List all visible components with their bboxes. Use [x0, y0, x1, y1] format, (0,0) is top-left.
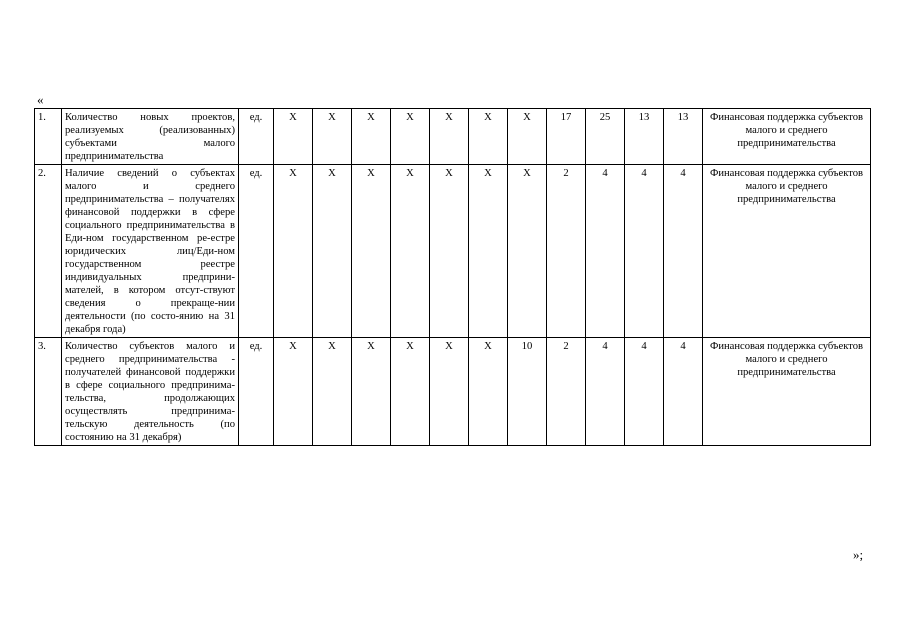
value-cell: Х: [313, 338, 352, 446]
value-cell: 10: [508, 338, 547, 446]
indicator-description: Наличие сведений о субъектах малого и среднего предпринимательства – получателях финансовой поддержки в сфере социального предпринимательства в Еди-ном государственном ре-естре юридических лиц/Еди-ном государственном реестре индивидуальных предприни-мателей, в котором отсут-ствуют сведения о прекраще-нии деятельности (по состо-янию на 31 декабря года): [62, 165, 239, 338]
indicator-description: Количество новых проектов, реализуемых (реализованных) субъектами малого предпринимательства: [62, 109, 239, 165]
table-row: [35, 338, 871, 446]
source-cell: Финансовая поддержка субъектов малого и среднего предпринимательства: [703, 109, 871, 165]
value-cell: Х: [274, 338, 313, 446]
value-cell: Х: [508, 165, 547, 338]
table-row: [35, 165, 871, 338]
unit-cell: ед.: [239, 338, 274, 446]
value-cell: Х: [469, 165, 508, 338]
value-cell: 25: [586, 109, 625, 165]
value-cell: 4: [586, 338, 625, 446]
value-cell: 2: [547, 165, 586, 338]
value-cell: 13: [664, 109, 703, 165]
opening-quote: «: [37, 92, 44, 107]
value-cell: 4: [625, 338, 664, 446]
value-cell: Х: [313, 109, 352, 165]
row-number: 1.: [35, 109, 62, 165]
value-cell: Х: [352, 338, 391, 446]
indicator-description: Количество субъектов малого и среднего предпринимательства - получателей финансовой поддержки в сфере социального предпринима-тельства, продолжающих осуществлять предпринима-тельскую деятельность (по состоянию на 31 декабря): [62, 338, 239, 446]
unit-cell: ед.: [239, 109, 274, 165]
value-cell: Х: [430, 338, 469, 446]
value-cell: Х: [469, 109, 508, 165]
value-cell: Х: [430, 109, 469, 165]
value-cell: Х: [391, 165, 430, 338]
value-cell: 4: [664, 338, 703, 446]
row-number: 2.: [35, 165, 62, 338]
value-cell: Х: [430, 165, 469, 338]
source-cell: Финансовая поддержка субъектов малого и среднего предпринимательства: [703, 338, 871, 446]
row-number: 3.: [35, 338, 62, 446]
value-cell: Х: [508, 109, 547, 165]
value-cell: 4: [586, 165, 625, 338]
value-cell: Х: [391, 338, 430, 446]
closing-quote: »;: [853, 547, 864, 562]
value-cell: 2: [547, 338, 586, 446]
value-cell: Х: [352, 165, 391, 338]
value-cell: Х: [274, 165, 313, 338]
value-cell: 4: [625, 165, 664, 338]
value-cell: Х: [313, 165, 352, 338]
table-row: [35, 109, 871, 165]
value-cell: 4: [664, 165, 703, 338]
source-cell: Финансовая поддержка субъектов малого и среднего предпринимательства: [703, 165, 871, 338]
value-cell: 13: [625, 109, 664, 165]
value-cell: 17: [547, 109, 586, 165]
indicators-table: [34, 108, 871, 446]
unit-cell: ед.: [239, 165, 274, 338]
value-cell: Х: [274, 109, 313, 165]
value-cell: Х: [352, 109, 391, 165]
value-cell: Х: [469, 338, 508, 446]
value-cell: Х: [391, 109, 430, 165]
